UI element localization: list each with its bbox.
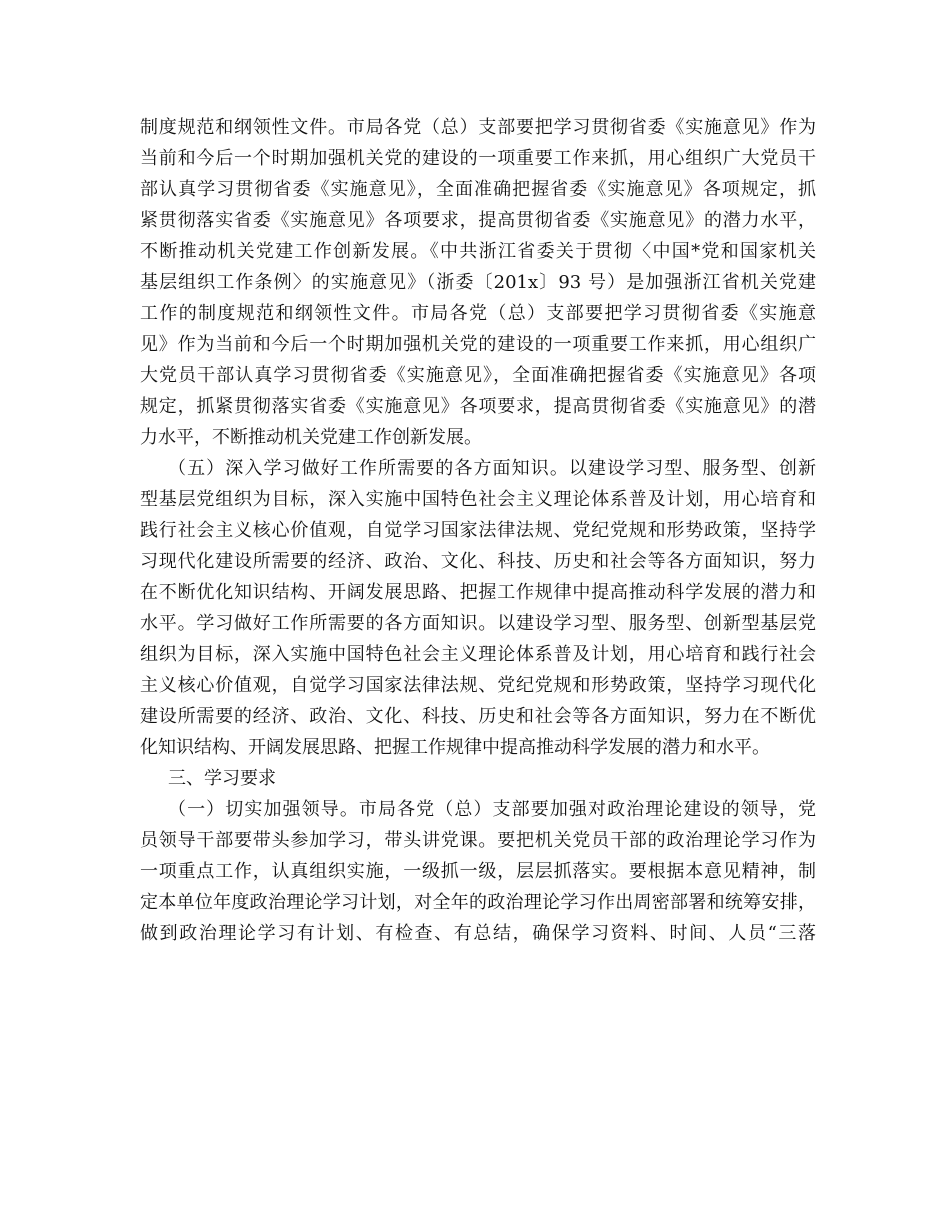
text-line: 主义核心价值观，自觉学习国家法律法规、党纪党规和形势政策，坚持学习现代化	[140, 675, 816, 696]
text-line: （一）切实加强领导。市局各党（总）支部要加强对政治理论建设的领导，党	[168, 799, 816, 820]
text-line: 紧贯彻落实省委《实施意见》各项要求，提高贯彻省委《实施意见》的潜力水平，	[140, 210, 816, 231]
text-line: 工作的制度规范和纲领性文件。市局各党（总）支部要把学习贯彻省委《实施意	[140, 303, 816, 324]
text-line: 规定，抓紧贯彻落实省委《实施意见》各项要求，提高贯彻省委《实施意见》的潜	[140, 396, 816, 417]
text-line: 水平。学习做好工作所需要的各方面知识。以建设学习型、服务型、创新型基层党	[140, 613, 816, 634]
text-line: 见》作为当前和今后一个时期加强机关党的建设的一项重要工作来抓，用心组织广	[140, 334, 816, 355]
text-line: 组织为目标，深入实施中国特色社会主义理论体系普及计划，用心培育和践行社会	[140, 644, 816, 665]
text-line: 型基层党组织为目标，深入实施中国特色社会主义理论体系普及计划，用心培育和	[140, 489, 816, 510]
text-line: 不断推动机关党建工作创新发展。《中共浙江省委关于贯彻〈中国*党和国家机关	[140, 241, 816, 262]
text-line: 员领导干部要带头参加学习，带头讲党课。要把机关党员干部的政治理论学习作为	[140, 830, 816, 851]
text-line: 当前和今后一个时期加强机关党的建设的一项重要工作来抓，用心组织广大党员干	[140, 148, 816, 169]
text-line: 做到政治理论学习有计划、有检查、有总结，确保学习资料、时间、人员“三落	[140, 923, 816, 944]
section-heading: 三、学习要求	[168, 768, 276, 789]
text-line: 一项重点工作，认真组织实施，一级抓一级，层层抓落实。要根据本意见精神，制	[140, 861, 816, 882]
text-line: 基层组织工作条例〉的实施意见》（浙委〔201x〕93 号）是加强浙江省机关党建	[140, 272, 816, 293]
text-line: 化知识结构、开阔发展思路、把握工作规律中提高推动科学发展的潜力和水平。	[140, 737, 770, 758]
text-line: 践行社会主义核心价值观，自觉学习国家法律法规、党纪党规和形势政策，坚持学	[140, 520, 816, 541]
text-line: 定本单位年度政治理论学习计划，对全年的政治理论学习作出周密部署和统筹安排，	[140, 892, 816, 913]
text-line: （五）深入学习做好工作所需要的各方面知识。以建设学习型、服务型、创新	[168, 458, 816, 479]
document-body	[140, 112, 816, 949]
text-line: 建设所需要的经济、政治、文化、科技、历史和社会等各方面知识，努力在不断优	[140, 706, 816, 727]
text-line: 力水平，不断推动机关党建工作创新发展。	[140, 427, 482, 448]
text-line: 习现代化建设所需要的经济、政治、文化、科技、历史和社会等各方面知识，努力	[140, 551, 816, 572]
text-line: 大党员干部认真学习贯彻省委《实施意见》，全面准确把握省委《实施意见》各项	[140, 365, 816, 386]
text-line: 在不断优化知识结构、开阔发展思路、把握工作规律中提高推动科学发展的潜力和	[140, 582, 816, 603]
text-line: 制度规范和纲领性文件。市局各党（总）支部要把学习贯彻省委《实施意见》作为	[140, 117, 816, 138]
text-line: 部认真学习贯彻省委《实施意见》，全面准确把握省委《实施意见》各项规定，抓	[140, 179, 816, 200]
